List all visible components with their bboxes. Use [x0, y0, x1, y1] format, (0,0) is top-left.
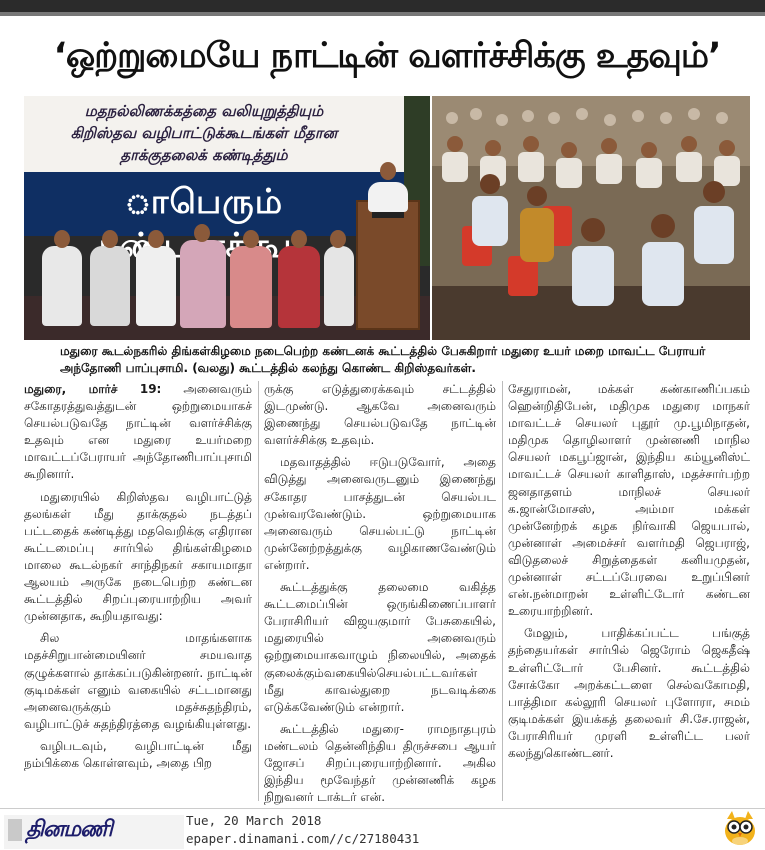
seated-person-head — [243, 230, 259, 248]
banner-line-1: மதநல்லிணக்கத்தை வலியுறுத்தியும் — [84, 102, 324, 120]
seated-person — [136, 246, 176, 326]
paragraph: மதவாதத்தில் ஈடுபடுவோர், அதை விடுத்து அனைவருடனும் இணைந்து சகோதர பாசத்துடன் செயல்பட முன்வரவேண்டும். ஒற்றுமையாக அனைவரும் செயல்பட்டு நாட்டின் முன்னேற்றத்துக்கு வழிகாணவேண்டும் என்றார். — [264, 455, 496, 572]
photo-crowd — [432, 96, 750, 340]
seated-person — [42, 246, 82, 326]
paragraph: மேலும், பாதிக்கப்பட்ட பங்குத் தந்தையர்கள் சார்பில் ஜெரோம் ஜெகதீஷ் உள்ளிட்டோர் பேசினர். கூட்டத்தில் சோக்கோ அறக்கட்டளை செல்வகோமதி, பாத்திமா கல்லூரி செயலர் புளோரா, சமம் குடிமக்கள் இயக்கத் தலைவர் சி.சே.ராஜன், பேராசிரியர் முரளி உள்ளிட்ட பலர் கலந்துகொண்டனர். — [508, 626, 750, 760]
article-column-1 — [24, 381, 252, 777]
dateline: மதுரை, மார்ச் 19: — [24, 382, 162, 396]
banner-line-3: தாக்குதலைக் கண்டித்தும் — [120, 146, 288, 164]
seated-person-head — [102, 230, 118, 248]
photo-caption: மதுரை கூடல்நகரில் திங்கள்கிழமை நடைபெற்ற கண்டனக் கூட்டத்தில் பேசுகிறார் மதுரை உயர் மறை மாவட்ட பேராயர் அந்தோணி பாப்புசாமி. (வலது) கூட்டத்தில் கலந்து கொண்ட கிறிஸ்தவர்கள். — [60, 344, 706, 375]
paragraph: ருக்கு எடுத்துரைக்கவும் சட்டத்தில் இடமுண்டு. ஆகவே அனைவரும் இணைந்து செயல்படுவதே நாட்டின் வளர்ச்சிக்கு உதவும். — [264, 382, 496, 448]
seated-person-head — [330, 230, 346, 248]
dinamani-logo[interactable]: தினமணி — [26, 817, 112, 842]
owl-icon[interactable] — [722, 809, 758, 847]
seated-priest — [180, 240, 226, 328]
footer-logo-mark — [8, 819, 22, 841]
paragraph: கூட்டத்தில் மதுரை- ராமநாதபுரம் மண்டலம் தென்னிந்திய திருச்சபை ஆயர் ஜோசப் சிறப்புரையாற்றினார். அகில இந்திய மூவேந்தர் முன்னணிக் கழக நிறுவனர் டாக்டர் என். — [264, 721, 496, 805]
paragraph: வழிபடவும், வழிபாட்டின் மீது நம்பிக்கை கொள்ளவும், அதை பிற — [24, 738, 252, 770]
seated-person-head — [291, 230, 307, 248]
column-rule — [258, 381, 259, 801]
banner-line-2: கிறிஸ்தவ வழிபாட்டுக்கூடங்கள் மீதான — [70, 124, 338, 142]
seated-person-head — [148, 230, 164, 248]
paragraph: சில மாதங்களாக மதச்சிறுபான்மையினர் சமயவாத குழுக்களால் தாக்கப்படுகின்றனர். நாட்டின் குடிமக்கள் எனும் வகையில் சட்டமானது அனைவருக்கும் மதச்சுதந்திரம், வழிபாட்டுச் சுதந்திரத்தை வழங்கியுள்ளது. — [24, 631, 252, 731]
footer — [0, 808, 765, 850]
seated-person — [324, 246, 354, 326]
article-column-3 — [508, 381, 750, 767]
seated-priest-head — [194, 224, 210, 242]
paragraph-text: அனைவரும் சகோதரத்துவத்துடன் ஒற்றுமையாகச் செயல்படுவதே நாட்டின் வளர்ச்சிக்கு உதவும் என மதுரை உயர்மறை மாவட்டப்பேராயர் அந்தோணிபாப்புசாமி கூறினார். — [24, 382, 253, 482]
speaker-head — [380, 162, 396, 180]
article-headline: ‘ஒற்றுமையே நாட்டின் வளர்ச்சிக்கு உதவும்’ — [53, 36, 721, 76]
paragraph: கூட்டத்துக்கு தலைமை வகித்த கூட்டமைப்பின் ஒருங்கிணைப்பாளர் பேராசிரியர் விஜயகுமார் பேசுகையில், மதுரையில் அனைவரும் ஒற்றுமையாகவாழும் நிலையில், அதைக் குலைக்கும்வகையில்செயல்பட்டவர்கள் மீது காவல்துறை நடவடிக்கை எடுக்கவேண்டும் என்றார். — [264, 580, 496, 714]
paragraph: சேதுராமன், மக்கள் கண்காணிப்பகம் ஹென்றிதிபேன், மதிமுக மதுரை மாநகர் மாவட்டச் செயலர் புதூர் மு.பூமிநாதன், மதிமுக தொழிலாளர் முன்னணி மாநில செயலர் மகபூப்ஜான், இந்திய கம்யூனிஸ்ட் மாவட்டச் செயலர் காளிதாஸ், மதச்சார்பற்ற ஜனதாதளம் மாநிலச் செயலர் க.ஜான்மோசஸ், அம்மா மக்கள் முன்னேற்றக் கழக நிர்வாகி ஜெயபால், முன்னாள் அமைச்சர் வளர்மதி ஜெபராஜ், விடுதலைச் சிறுத்தைகள் கனியமுதன், முன்னாள் சட்டப்பேரவை உறுப்பினர் என்.நன்மாறன் உள்ளிட்டோர் கண்டன உரையாற்றினர். — [508, 382, 750, 619]
top-bar-rule — [0, 12, 765, 16]
banner-big-text: ாபெரும் — [124, 182, 284, 222]
article-column-2 — [264, 381, 496, 811]
crowd-illustration — [432, 96, 750, 340]
top-bar — [0, 0, 765, 16]
epaper-url[interactable]: epaper.dinamani.com//c/27180431 — [186, 831, 420, 846]
podium — [356, 200, 420, 330]
seated-person — [278, 246, 320, 328]
paragraph: மதுரையில் கிறிஸ்தவ வழிபாட்டுத் தலங்கள் மீது தாக்குதல் நடத்தப் பட்டதைக் கண்டித்து மதவெறிக்கு எதிரான கூட்டமைப்பு சார்பில் திங்கள்கிழமை மாலை கூடல்நகர் சாந்திநகர் சகாயமாதா ஆலயம் அருகே நடைபெற்ற கண்டன கூட்டத்தில் சிறப்புரையாற்றிய அவர் முன்னதாக, கூறியதாவது: — [24, 489, 252, 624]
seated-person — [230, 246, 272, 328]
seated-person — [90, 246, 130, 326]
edition-date: Tue, 20 March 2018 — [186, 813, 322, 828]
paragraph — [24, 381, 252, 484]
speaker — [368, 182, 408, 212]
seated-person-head — [54, 230, 70, 248]
column-rule — [502, 381, 503, 801]
photo-stage-speaker — [24, 96, 430, 340]
